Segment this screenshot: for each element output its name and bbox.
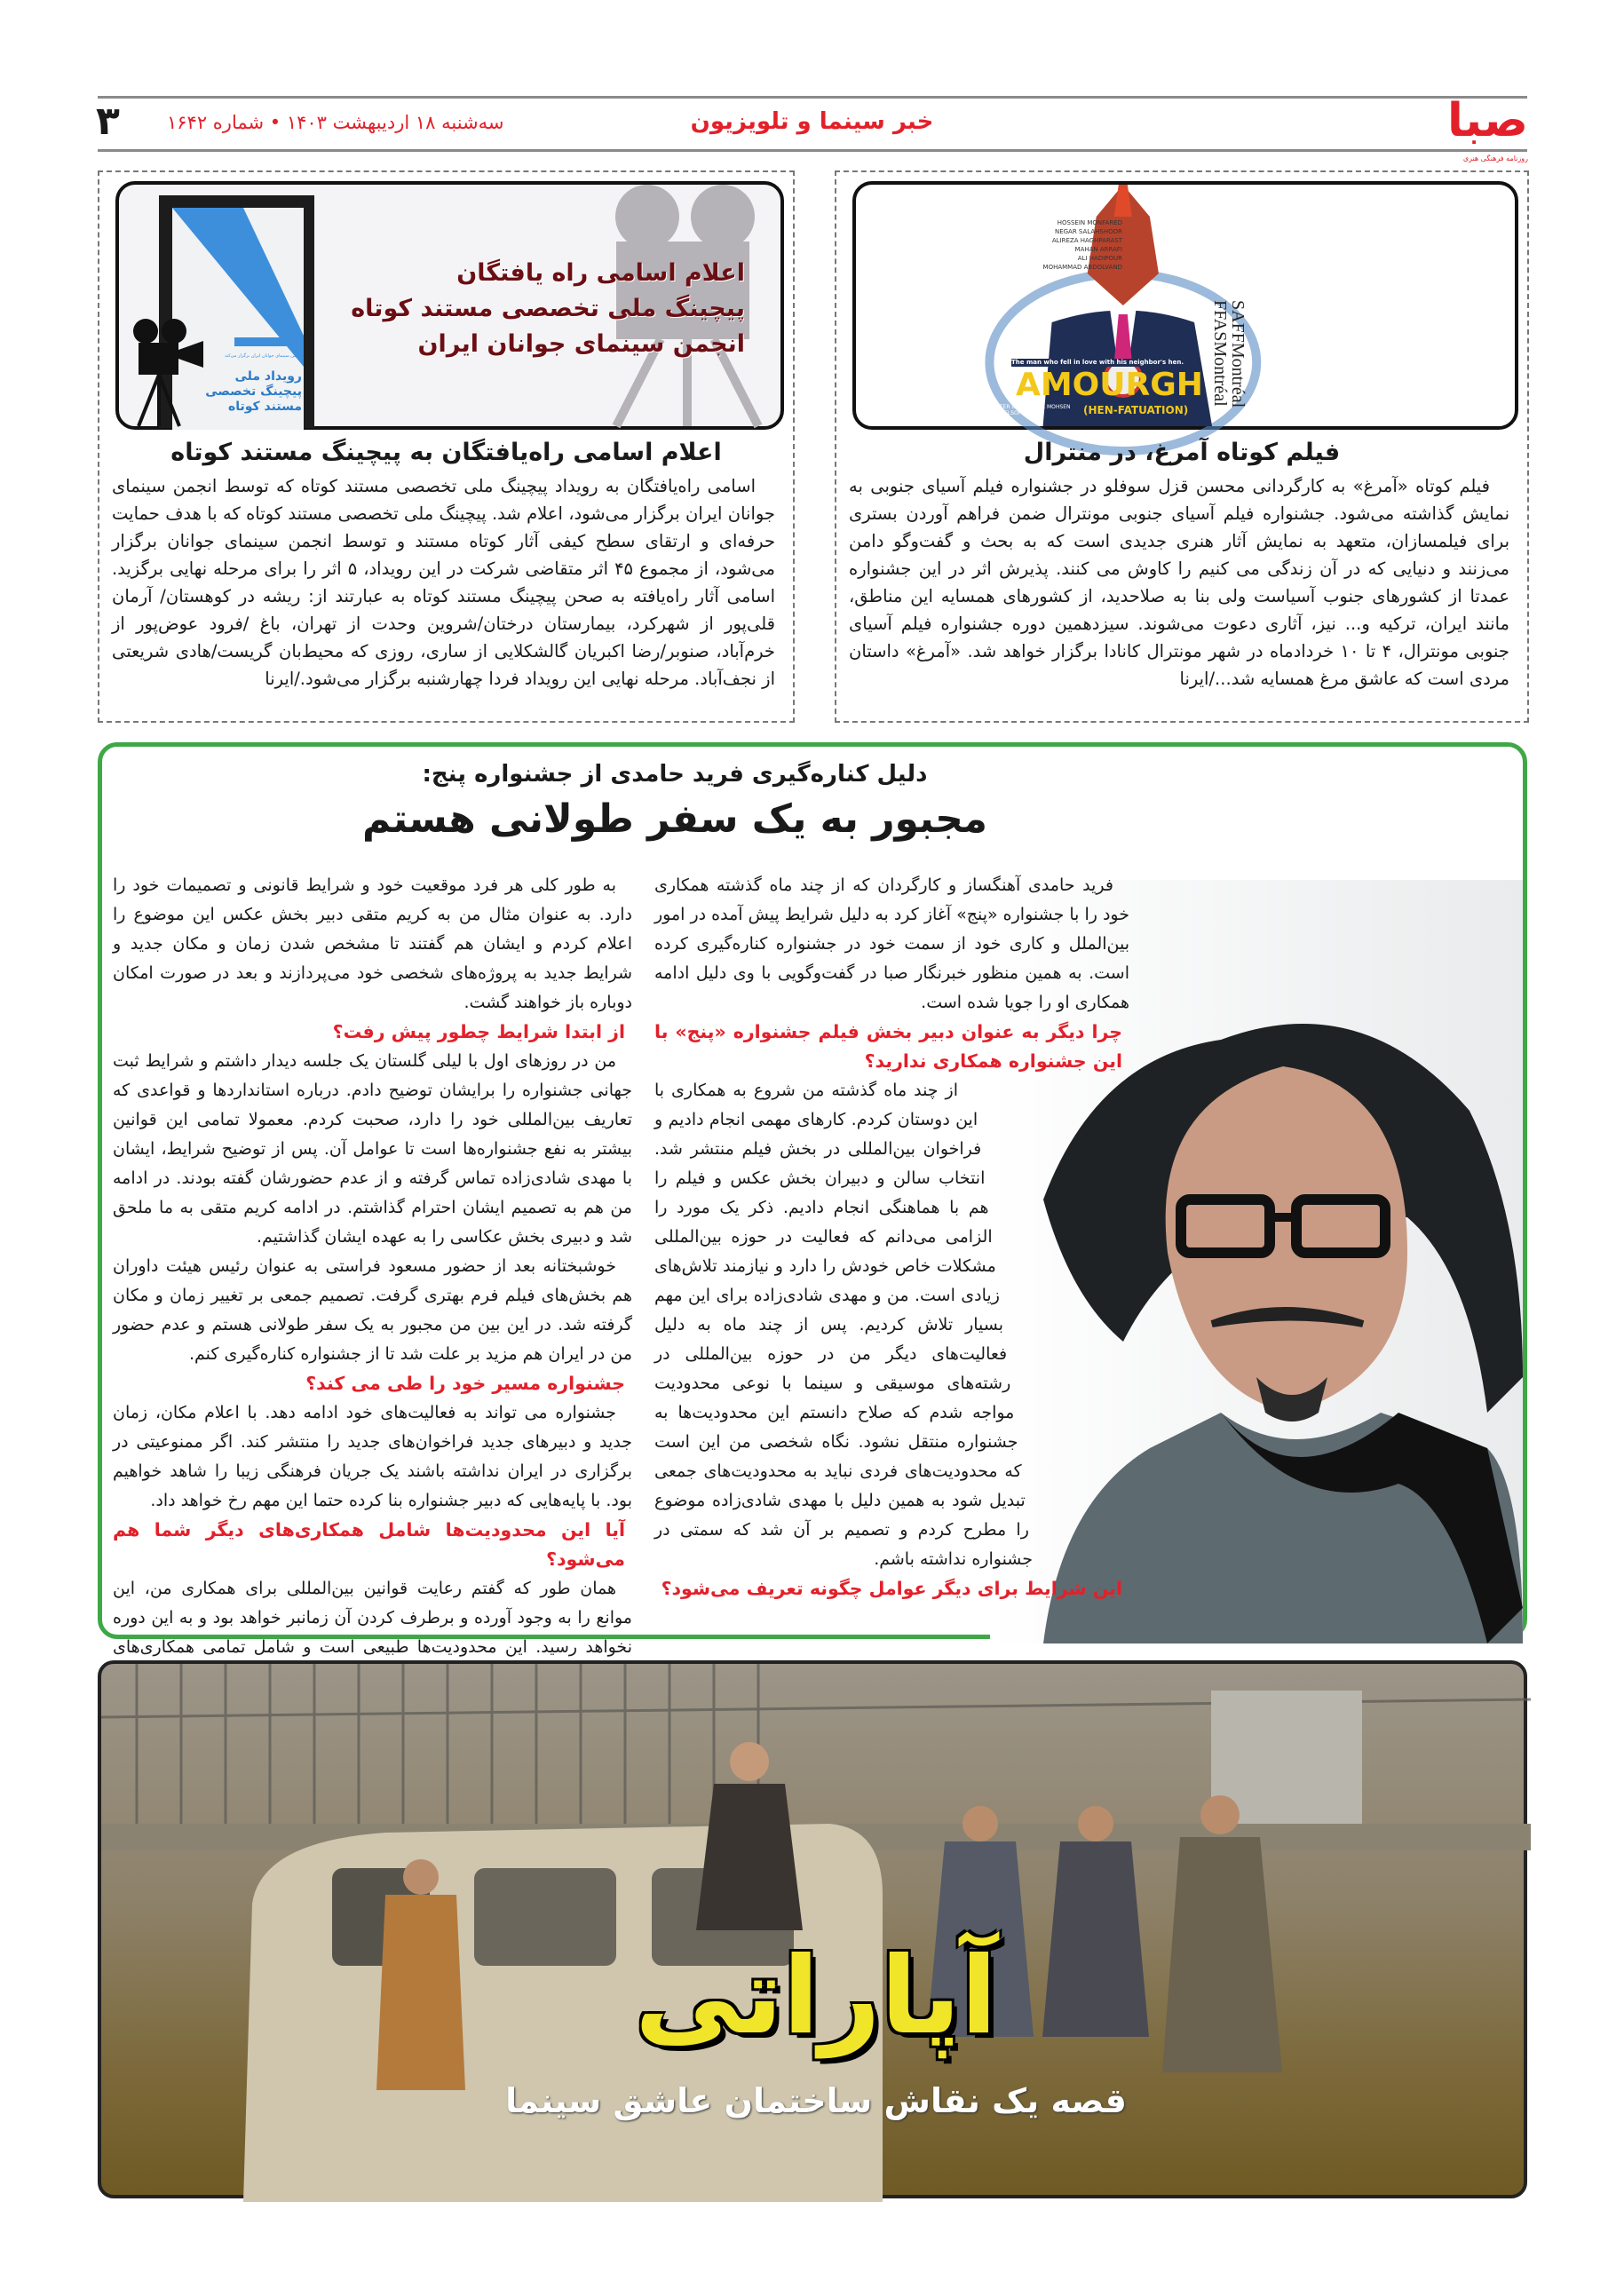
question: این شرایط برای دیگر عوامل چگونه تعریف می‌شود؟ (661, 1578, 1122, 1599)
article-pitching (98, 170, 795, 723)
answer-paragraph: من در روزهای اول با لیلی گلستان یک جلسه دیدار داشتم و شرایط ثبت جهانی جشنواره را برایشان توضیح دادم. درباره استانداردها و قواعدی که تعاریف بین‌المللی خود را دارد، صحبت کردم. معمولا تمامی این قوانین بیشتر به نفع جشنواره‌ها است تا عوامل آن. پس از توضیح شرایط، ایشان با مهدی شادی‌زاده تماس گرفته و از عدم حضورشان گفته بودند. در ادامه من هم به تصمیم ایشان احترام گذاشتم. در ادامه کریم متقی به ما ملحق شد و دبیری بخش عکاسی را به عهده ایشان گذاشتیم. (113, 1051, 632, 1247)
header-top-rule (98, 96, 1527, 99)
page-number: ۳ (96, 99, 120, 144)
intro-paragraph: فرید حامدی آهنگساز و کارگردان که از چند ماه گذشته همکاری خود را با جشنواره «پنج» آغاز کرد به دلیل شرایط پیش آمده در امور بین‌الملل و کاری خود از سمت خود در جشنواره کناره‌گیری کرده است. به همین منظور خبرنگار صبا در گفت‌وگویی با وی دلیل ادامه همکاری او را جویا شده است. (654, 875, 1129, 1012)
amourgh-poster-image[interactable] (852, 181, 1518, 430)
question: جشنواره مسیر خود را طی می کند؟ (305, 1373, 625, 1394)
poster-credit: WRITER & DIRECTOR MOHSEN GHEZELSOFLOU (989, 404, 1071, 416)
section-title: خبر سینما و تلویزیون (690, 108, 934, 135)
question: چرا دیگر به عنوان دبیر بخش فیلم جشنواره «پنج» با این جشنواره همکاری ندارید؟ (654, 1021, 1122, 1072)
aparati-film-banner[interactable] (98, 1660, 1527, 2198)
article-title: فیلم کوتاه آمرغ، در منترال (1023, 439, 1341, 466)
poster-tagline: The man who fell in love with his neighbor's hen. (1011, 359, 1184, 366)
article-title: اعلام اسامی راه‌یافتگان به پیچینگ مستند کوتاه (170, 439, 722, 466)
answer-paragraph: خوشبختانه بعد از حضور مسعود فراستی به عنوان رئیس هیئت داوران هم بخش‌های فیلم فرم بهتری گرفت. تصمیم جمعی بر تغییر زمان و مکان گرفته شد. در این بین من مجبور به یک سفر طولانی هستم و عدم حضور من در ایران هم مزید بر علت شد تا از جشنواره کناره‌گیری کنم. (113, 1256, 632, 1364)
interview-column-left (113, 871, 632, 1721)
interview-headline: مجبور به یک سفر طولانی هستم (361, 796, 988, 842)
question: از ابتدا شرایط چطور پیش رفت؟ (332, 1021, 625, 1042)
poster-cast: HOSSEIN MONFARED NEGAR SALAHSHOOR ALIREZA HAGHPARAST MAHAN ARRAFI ALI HADIPOUR MOHAMMAD ABDOLVAND (1042, 219, 1122, 271)
logo[interactable]: صبا (1447, 94, 1528, 147)
logo-subtitle: روزنامه فرهنگی هنری (1462, 154, 1528, 162)
article-body: اسامی راه‌یافتگان به رویداد پیچینگ ملی تخصصی مستند کوتاه که توسط انجمن سینمای جوانان ایران برگزار می‌شود، اعلام شد. پیچینگ ملی تخصصی مستند کوتاه که با هدف حمایت حرفه‌ای و ارتقای سطح کیفی آثار کوتاه مستند و توسط انجمن سینمای جوانان برگزار می‌شود، از مجموع ۴۵ اثر متقاضی شرکت در این رویداد، ۵ اثر را برای مرحله نهایی برگزید. اسامی آثار راه‌یافته به صحن پیچینگ مستند کوتاه به عبارتند از: ریشه در کوهستان/ آرمان قلی‌پور از شهرکرد، بیمارستان درختان/شروین وحدت از تهران، باغ /فرود عوض‌پور از خرم‌آباد، صنوبر/رضا اکبریان گالشکلایی از ساری، روزی که محیط‌بان گریست/هادی شریعتی از نجف‌آباد. مرحله نهایی این رویداد فردا چهارشنبه برگزار می‌شود./ایرنا (112, 476, 775, 689)
festival-logo: SAFFMontréal FFASMontréal (1210, 300, 1248, 408)
header-bottom-rule (98, 149, 1527, 152)
image-headline: اعلام اسامی راه یافتگان پیچینگ ملی تخصصی مستند کوتاه انجمن سینمای جوانان ایران (351, 259, 745, 358)
film-title-logo: آپاراتی (635, 1935, 997, 2058)
interview-kicker: دلیل کناره‌گیری فرید حامدی از جشنواره پنج: (422, 761, 928, 788)
poster-event-name: رویداد ملی پیچینگ تخصصی مستند کوتاه (205, 369, 302, 414)
interview-article (98, 742, 1527, 1657)
poster-film-subtitle: (HEN-FATUATION) (1083, 404, 1189, 416)
answer-paragraph: به طور کلی هر فرد موقعیت خود و شرایط قانونی و تصمیمات خود را دارد. به عنوان مثال من به کریم متقی دبیر بخش عکس این موضوع را اعلام کردم و ایشان هم گفتند تا مشخص شدن زمان و مکان جدید و شرایط جدید به پروژه‌های شخصی خود می‌پردازند و بعد در صورت امکان دوباره باز خواهند گشت. (113, 875, 632, 1012)
issue-date-number: سه‌شنبه ۱۸ اردیبهشت ۱۴۰۳ • شماره ۱۶۴۲ (167, 112, 504, 133)
article-body: فیلم کوتاه «آمرغ» به کارگردانی محسن قزل سوفلو در جشنواره فیلم آسیای جنوبی به نمایش گذاشته می‌شود. جشنواره فیلم آسیای جنوبی مونترال ضمن فراهم آوردن بستری برای فیلمسازان، متعهد به نمایش آثار هنری جدیدی است که به بحث و گفت‌وگو دامن می‌زنند و دنیایی که در آن زندگی می کنیم را کاوش می کنند. پذیرش اثر در این جشنواره عمدتا از کشورهای جنوب آسیاست ولی بنا به صلاحدید، از کشورهای همسایه این مناطق، مانند ایران، ترکیه و... نیز، آثاری دعوت می‌شوند. سیزدهمین دوره جشنواره فیلم آسیای جنوبی مونترال، ۴ تا ۱۰ خردادماه در شهر مونترال کانادا برگزار خواهد شد. «آمرغ» داستان مردی است که عاشق مرغ همسایه شد.../ایرنا (849, 476, 1509, 689)
answer-paragraph: از چند ماه گذشته من شروع به همکاری با این دوستان کردم. کارهای مهمی انجام دادیم و فراخوان بین‌المللی در بخش فیلم منتشر شد. انتخاب سالن و دبیران بخش عکس و فیلم را هم با هماهنگی انجام دادیم. ذکر یک مورد را الزامی می‌دانم که فعالیت در حوزه بین‌المللی مشکلات خاص خودش را دارد و نیازمند تلاش‌های زیادی است. من و مهدی شادی‌زاده برای این مهم بسیار تلاش کردیم. پس از چند ماه به دلیل فعالیت‌های دیگر من در حوزه بین‌المللی در رشته‌های موسیقی و سینما با نوعی محدودیت مواجه شدم که صلاح دانستم این محدودیت‌ها به جشنواره منتقل نشود. نگاه شخصی من این است که محدودیت‌های فردی نباید به محدودیت‌های جمعی تبدیل شود به همین دلیل با مهدی شادی‌زاده موضوع را مطرح کردم و تصمیم بر آن شد که سمتی در جشنواره نداشته باشم. (654, 1081, 1033, 1569)
answer-paragraph: جشنواره می تواند به فعالیت‌های خود ادامه دهد. با اعلام مکان، زمان جدید و دبیرهای جدید فراخوان‌های جدید را منتشر کند. اگر ممنوعیتی در برگزاری در ایران نداشته باشند یک جریان فرهنگی زیبا را شاهد خواهیم بود. با پایه‌هایی که دبیر جشنواره بنا کرده حتما این مهم رخ خواهد داد. (113, 1403, 632, 1510)
poster-organizer: انجمن سینمای جوانان ایران برگزار می‌کند (225, 353, 302, 359)
film-still-scene (101, 1664, 1531, 2202)
question: آیا این محدودیت‌ها شامل همکاری‌های دیگر شما هم می‌شود؟ (113, 1519, 625, 1570)
film-tagline: قصه یک نقاش ساختمان عاشق سینما (505, 2081, 1127, 2120)
interview-column-right (654, 871, 1129, 1604)
article-amourgh (835, 170, 1529, 723)
answer-paragraph: همان طور که گفتم رعایت قوانین بین‌المللی برای همکاری من، این موانع را به وجود آورده و برطرف کردن آن زمانبر خواهد بود و به این دوره نخواهد رسید. این محدودیت‌ها طبیعی است و شامل تمامی همکاری‌های (113, 1579, 632, 1657)
pitching-announcement-image[interactable] (115, 181, 784, 430)
poster-film-title: AMOURGH (1016, 367, 1203, 403)
